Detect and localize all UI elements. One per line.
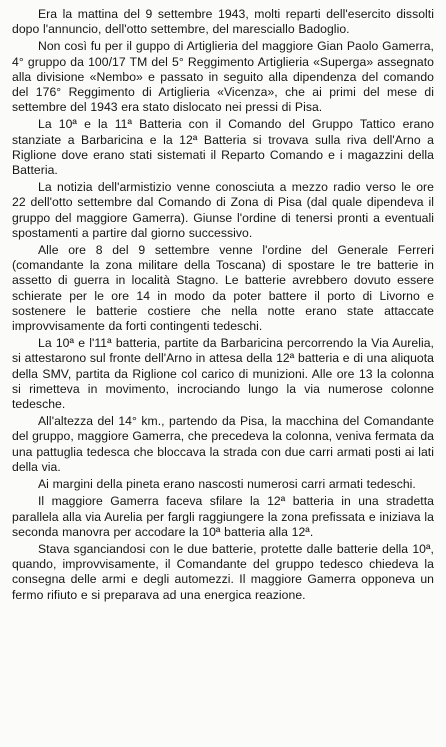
paragraph-5: Alle ore 8 del 9 settembre venne l'ordine del Generale Ferreri (comandante la zona militare della Toscana) di spostare le tre batterie in assetto di guerra in località Stagno. Le batterie avrebbero dovuto essere schierate per le ore 14 in modo da poter battere il porto di Livorno e sostenere le batterie costiere che nella notte erano state attaccate improvvisamente da forti contingenti tedeschi. <box>12 243 434 334</box>
paragraph-2: Non così fu per il guppo di Artiglieria del maggiore Gian Paolo Gamerra, 4° gruppo da 100/17 TM del 5° Reggimento Artiglieria «Superga» assegnato alla divisione «Nembo» e passato in seguito alla dipendenza del comando del 176° Reggimento di Artiglieria «Vicenza», che ai primi del mese di settembre del 1943 era stato dislocato nei pressi di Pisa. <box>12 39 434 115</box>
paragraph-7: All'altezza del 14° km., partendo da Pisa, la macchina del Comandante del gruppo, maggiore Gamerra, che precedeva la colonna, veniva fermata da una pattuglia tedesca che bloccava la strada con due carri armati posti ai lati della via. <box>12 414 434 474</box>
paragraph-8: Ai margini della pineta erano nascosti numerosi carri armati tedeschi. <box>38 477 416 492</box>
paragraph-3: La 10ª e la 11ª Batteria con il Comando del Gruppo Tattico erano stanziate a Barbaricina e la 12ª Batteria si trovava sulla riva dell'Arno a Riglione dove erano stati sistemati il Reparto Comando e i magazzini della Batteria. <box>12 117 434 178</box>
paragraph-1: Era la mattina del 9 settembre 1943, molti reparti dell'esercito dissolti dopo l'annuncio, dell'otto settembre, del maresciallo Badoglio. <box>12 7 434 37</box>
paragraph-10: Stava sganciandosi con le due batterie, protette dalle batterie della 10ª, quando, improvvisamente, il Comandante del gruppo tedesco chiedeva la consegna delle armi e degli automezzi. Il maggiore Gamerra opponeva un fermo rifiuto e si preparava ad una energica reazione. <box>12 541 434 602</box>
paragraph-6: La 10ª e l'11ª batteria, partite da Barbaricina percorrendo la Via Aurelia, si attestarono sul fronte dell'Arno in attesa della 12ª batteria e di una aliquota della SMV, partita da Riglione col carico di munizioni. Alle ore 13 la colonna si rimetteva in movimento, incrociando lungo la via numerose colonne tedesche. <box>12 336 434 412</box>
paragraph-9: Il maggiore Gamerra faceva sfilare la 12ª batteria in una stradetta parallela alla via Aurelia per fargli raggiungere la zona prefissata e iniziava la seconda manovra per accodare la 10ª batteria alla 12ª. <box>12 494 434 539</box>
paragraph-4: La notizia dell'armistizio venne conosciuta a mezzo radio verso le ore 22 dell'otto settembre dal Comando di Zona di Pisa (dal quale dipendeva il gruppo del maggiore Gamerra). Giunse l'ordine di tenersi pronti a eventuali spostamenti a partire dal giorno successivo. <box>12 180 434 240</box>
